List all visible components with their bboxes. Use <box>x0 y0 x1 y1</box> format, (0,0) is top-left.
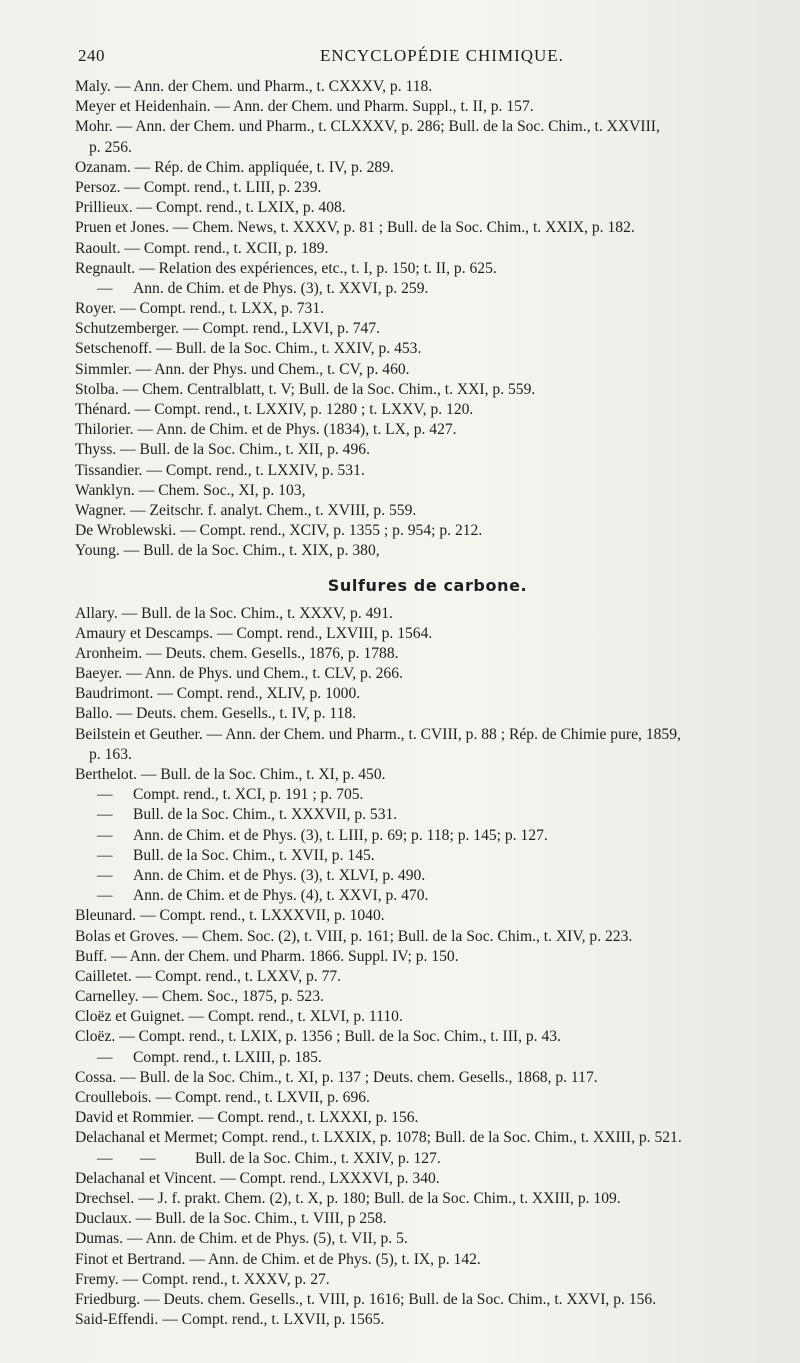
reference-entry: Beilstein et Geuther. — Ann. der Chem. und Pharm., t. CVIII, p. 88 ; Rép. de Chimie pure, 1859, <box>75 725 681 743</box>
section-heading: Sulfures de carbone. <box>327 575 528 595</box>
reference-entry: Berthelot. — Bull. de la Soc. Chim., t. XI, p. 450. <box>75 766 386 783</box>
reference-ditto-entry <box>75 1048 780 1068</box>
reference-entry: Prillieux. — Compt. rend., t. LXIX, p. 408. <box>75 199 346 217</box>
reference-entry: Stolba. — Chem. Centralblatt, t. V; Bull. de la Soc. Chim., t. XXI, p. 559. <box>75 380 536 398</box>
reference-entry: Carnelley. — Chem. Soc., 1875, p. 523. <box>75 988 324 1006</box>
reference-ditto-entry <box>75 866 780 886</box>
reference-ditto-text: Ann. de Chim. et de Phys. (3), t. XXVI, p. 259. <box>133 279 429 297</box>
reference-entry: Fremy. — Compt. rend., t. XXXV, p. 27. <box>75 1270 330 1288</box>
reference-ditto-text: Bull. de la Soc. Chim., t. XXIV, p. 127. <box>195 1149 441 1167</box>
reference-entry: Thyss. — Bull. de la Soc. Chim., t. XII, p. 496. <box>75 441 370 459</box>
reference-entry: Cloëz. — Compt. rend., t. LXIX, p. 1356 ; Bull. de la Soc. Chim., t. III, p. 43. <box>75 1028 561 1046</box>
reference-entry: Delachanal et Vincent. — Compt. rend., LXXXVI, p. 340. <box>75 1169 440 1187</box>
reference-entry: Bleunard. — Compt. rend., t. LXXXVII, p. 1040. <box>75 907 385 925</box>
reference-ditto-entry <box>75 805 780 825</box>
reference-entry: Allary. — Bull. de la Soc. Chim., t. XXXV, p. 491. <box>75 604 393 622</box>
ditto-dash: — <box>97 806 113 824</box>
ditto-dash: — <box>97 887 113 905</box>
reference-ditto-text: Bull. de la Soc. Chim., t. XVII, p. 145. <box>133 846 375 864</box>
ditto-dash: — <box>97 786 113 804</box>
reference-entry: Friedburg. — Deuts. chem. Gesells., t. VIII, p. 1616; Bull. de la Soc. Chim., t. XXVI, p. 156. <box>75 1290 657 1308</box>
reference-entry: Mohr. — Ann. der Chem. und Pharm., t. CLXXXV, p. 286; Bull. de la Soc. Chim., t. XXVIII, <box>75 118 660 136</box>
reference-entry: Wagner. — Zeitschr. f. analyt. Chem., t. XVIII, p. 559. <box>75 501 417 519</box>
reference-entry: Cloëz et Guignet. — Compt. rend., t. XLVI, p. 1110. <box>75 1008 403 1026</box>
reference-entry: Baeyer. — Ann. de Phys. und Chem., t. CLV, p. 266. <box>75 665 403 683</box>
ditto-dash: — <box>97 826 113 844</box>
reference-entry: Aronheim. — Deuts. chem. Gesells., 1876, p. 1788. <box>75 644 399 662</box>
reference-entry: De Wroblewski. — Compt. rend., XCIV, p. 1355 ; p. 954; p. 212. <box>75 522 483 540</box>
reference-continuation: p. 256. <box>89 138 132 156</box>
reference-entry: Bolas et Groves. — Chem. Soc. (2), t. VIII, p. 161; Bull. de la Soc. Chim., t. XIV, p. 223. <box>75 927 633 945</box>
reference-entry: Said-Effendi. — Compt. rend., t. LXVII, p. 1565. <box>75 1311 385 1329</box>
reference-entry: Schutzemberger. — Compt. rend., LXVI, p. 747. <box>75 320 381 338</box>
reference-entry: Drechsel. — J. f. prakt. Chem. (2), t. X, p. 180; Bull. de la Soc. Chim., t. XXIII, p. 109. <box>75 1189 621 1207</box>
reference-entry: Simmler. — Ann. der Phys. und Chem., t. CV, p. 460. <box>75 360 410 378</box>
reference-entry: Ozanam. — Rép. de Chim. appliquée, t. IV, p. 289. <box>75 158 394 176</box>
reference-entry: Persoz. — Compt. rend., t. LIII, p. 239. <box>75 178 322 196</box>
reference-entry: Young. — Bull. de la Soc. Chim., t. XIX, p. 380, <box>75 542 380 560</box>
reference-entry: Croullebois. — Compt. rend., t. LXVII, p. 696. <box>75 1089 370 1106</box>
reference-entry: Regnault. — Relation des expériences, etc., t. I, p. 150; t. II, p. 625. <box>75 259 497 277</box>
running-title: ENCYCLOPÉDIE CHIMIQUE. <box>320 46 564 65</box>
reference-ditto-text: Ann. de Chim. et de Phys. (4), t. XXVI, p. 470. <box>133 887 429 905</box>
ditto-dash: — <box>97 1048 113 1066</box>
reference-entry: Meyer et Heidenhain. — Ann. der Chem. und Pharm. Suppl., t. II, p. 157. <box>75 98 534 116</box>
reference-entry: Setschenoff. — Bull. de la Soc. Chim., t. XXIV, p. 453. <box>75 340 422 358</box>
reference-ditto-entry <box>75 826 780 846</box>
reference-ditto-entry <box>75 785 780 805</box>
reference-continuation: p. 163. <box>89 745 132 763</box>
reference-entry: Thilorier. — Ann. de Chim. et de Phys. (1834), t. LX, p. 427. <box>75 421 457 439</box>
reference-entry: Duclaux. — Bull. de la Soc. Chim., t. VIII, p 258. <box>75 1210 387 1228</box>
reference-entry: Finot et Bertrand. — Ann. de Chim. et de Phys. (5), t. IX, p. 142. <box>75 1250 481 1268</box>
page-number: 240 <box>78 46 105 65</box>
reference-entry: Dumas. — Ann. de Chim. et de Phys. (5), t. VII, p. 5. <box>75 1230 408 1248</box>
reference-entry: Wanklyn. — Chem. Soc., XI, p. 103, <box>75 481 306 499</box>
reference-entry: David et Rommier. — Compt. rend., t. LXXXI, p. 156. <box>75 1109 419 1127</box>
reference-ditto-text: Compt. rend., t. LXIII, p. 185. <box>133 1048 322 1066</box>
reference-entry: Maly. — Ann. der Chem. und Pharm., t. CXXXV, p. 118. <box>75 78 433 95</box>
reference-ditto-entry <box>75 886 780 906</box>
reference-ditto-text: Compt. rend., t. XCI, p. 191 ; p. 705. <box>133 786 364 804</box>
reference-ditto-entry <box>75 279 780 299</box>
reference-entry: Pruen et Jones. — Chem. News, t. XXXV, p. 81 ; Bull. de la Soc. Chim., t. XXIX, p. 182. <box>75 219 635 237</box>
reference-entry: Tissandier. — Compt. rend., t. LXXIV, p. 531. <box>75 461 365 479</box>
reference-ditto-entry <box>75 1149 780 1169</box>
ditto-dash: — <box>97 846 113 864</box>
reference-entry: Cossa. — Bull. de la Soc. Chim., t. XI, p. 137 ; Deuts. chem. Gesells., 1868, p. 117. <box>75 1068 598 1086</box>
reference-entry: Thénard. — Compt. rend., t. LXXIV, p. 1280 ; t. LXXV, p. 120. <box>75 401 474 418</box>
reference-entry: Ballo. — Deuts. chem. Gesells., t. IV, p. 118. <box>75 705 357 723</box>
reference-entry: Baudrimont. — Compt. rend., XLIV, p. 1000. <box>75 685 361 703</box>
reference-entry: Delachanal et Mermet; Compt. rend., t. LXXIX, p. 1078; Bull. de la Soc. Chim., t. XXIII, p. 521. <box>75 1129 682 1147</box>
reference-entry: Amaury et Descamps. — Compt. rend., LXVIII, p. 1564. <box>75 624 433 642</box>
reference-ditto-text: Ann. de Chim. et de Phys. (3), t. XLVI, p. 490. <box>133 866 426 884</box>
ditto-dash-double: — — <box>97 1149 156 1167</box>
reference-entry: Cailletet. — Compt. rend., t. LXXV, p. 77. <box>75 967 342 985</box>
reference-entry: Royer. — Compt. rend., t. LXX, p. 731. <box>75 300 325 318</box>
reference-ditto-text: Ann. de Chim. et de Phys. (3), t. LIII, p. 69; p. 118; p. 145; p. 127. <box>133 826 548 844</box>
ditto-dash: — <box>97 279 113 297</box>
reference-entry: Raoult. — Compt. rend., t. XCII, p. 189. <box>75 239 329 257</box>
ditto-dash: — <box>97 866 113 884</box>
reference-ditto-entry <box>75 846 780 866</box>
page-header <box>78 46 778 72</box>
reference-list <box>75 77 780 1330</box>
reference-ditto-text: Bull. de la Soc. Chim., t. XXXVII, p. 531. <box>133 806 398 824</box>
reference-entry: Buff. — Ann. der Chem. und Pharm. 1866. Suppl. IV; p. 150. <box>75 947 459 965</box>
